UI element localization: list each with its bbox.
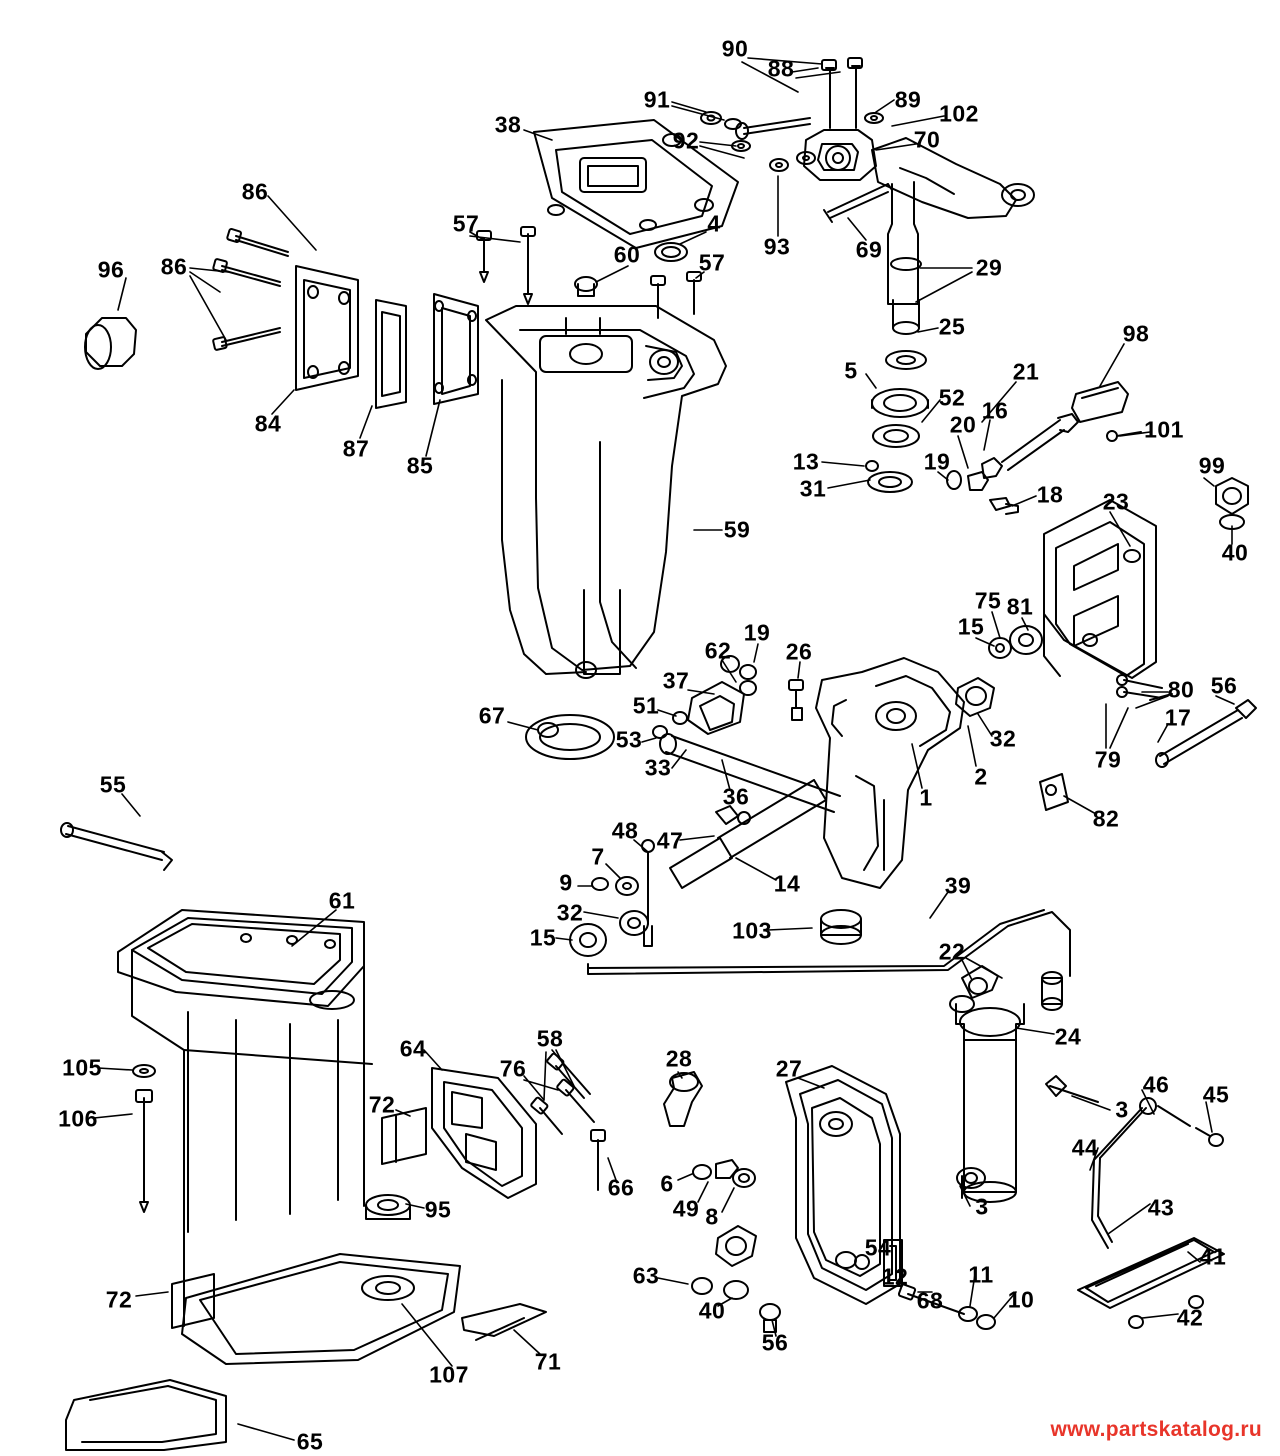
callout-number: 54 [864,1234,892,1261]
callout-number: 91 [643,86,671,113]
callout-number: 72 [105,1286,133,1313]
callout-number: 62 [704,637,732,664]
callout-number: 56 [761,1329,789,1356]
callout-number: 20 [949,411,977,438]
leader-lines [94,55,1234,1440]
callout-number: 23 [1102,488,1130,515]
callout-number: 7 [591,843,605,870]
callout-number: 98 [1122,320,1150,347]
callout-number: 40 [1221,539,1249,566]
callout-number: 1 [919,784,933,811]
callout-number: 60 [613,241,641,268]
lower-housing-assembly [61,823,605,1450]
callout-number: 38 [494,111,522,138]
callout-number: 92 [672,127,700,154]
callout-number: 71 [534,1348,562,1375]
callout-number: 45 [1202,1081,1230,1108]
callout-number: 9 [559,869,573,896]
callout-number: 43 [1147,1194,1175,1221]
callout-number: 59 [723,516,751,543]
callout-number: 95 [424,1196,452,1223]
callout-number: 93 [763,233,791,260]
callout-number: 13 [792,448,820,475]
callout-number: 24 [1054,1023,1082,1050]
callout-number: 66 [607,1174,635,1201]
callout-number: 8 [705,1203,719,1230]
callout-number: 4 [707,210,721,237]
callout-number: 55 [99,771,127,798]
callout-number: 57 [698,249,726,276]
callout-number: 53 [615,726,643,753]
callout-number: 57 [452,210,480,237]
callout-number: 36 [722,783,750,810]
callout-number: 46 [1142,1071,1170,1098]
callout-number: 64 [399,1035,427,1062]
callout-number: 89 [894,86,922,113]
callout-number: 47 [656,827,684,854]
callout-number: 25 [938,313,966,340]
callout-number: 39 [944,872,972,899]
callout-number: 56 [1210,672,1238,699]
callout-number: 84 [254,410,282,437]
callout-number: 11 [968,1261,994,1288]
callout-number: 63 [632,1262,660,1289]
callout-number: 67 [478,702,506,729]
callout-number: 105 [62,1054,102,1081]
callout-number: 41 [1199,1243,1227,1270]
callout-number: 58 [536,1025,564,1052]
callout-number: 90 [721,35,749,62]
callout-number: 3 [975,1193,989,1220]
callout-number: 29 [975,254,1003,281]
callout-number: 22 [938,938,966,965]
callout-number: 14 [773,870,801,897]
callout-number: 87 [342,435,370,462]
callout-number: 32 [989,725,1017,752]
callout-number: 16 [981,397,1009,424]
callout-number: 18 [1036,481,1064,508]
callout-number: 33 [644,754,672,781]
callout-number: 15 [957,613,985,640]
callout-number: 81 [1006,593,1034,620]
callout-number: 86 [160,253,188,280]
callout-number: 42 [1176,1304,1204,1331]
callout-number: 80 [1167,676,1195,703]
callout-number: 88 [767,55,795,82]
callout-number: 6 [660,1170,674,1197]
callout-number: 79 [1094,746,1122,773]
callout-number: 72 [368,1091,396,1118]
callout-number: 102 [939,100,979,127]
callout-number: 49 [672,1195,700,1222]
callout-number: 99 [1198,452,1226,479]
callout-number: 40 [698,1297,726,1324]
callout-number: 15 [529,924,557,951]
callout-number: 5 [844,357,858,384]
callout-number: 44 [1071,1134,1099,1161]
watermark-text: www.partskatalog.ru [1050,1418,1262,1441]
callout-number: 76 [499,1055,527,1082]
callout-number: 107 [429,1361,469,1388]
callout-number: 75 [974,587,1002,614]
callout-number: 52 [938,384,966,411]
callout-number: 12 [881,1263,909,1290]
callout-number: 19 [743,619,771,646]
callout-number: 96 [97,256,125,283]
callout-number: 101 [1144,416,1184,443]
callout-number: 2 [974,763,988,790]
callout-number: 61 [328,887,356,914]
callout-number: 28 [665,1045,693,1072]
callout-number: 48 [611,817,639,844]
callout-number: 26 [785,638,813,665]
callout-number: 37 [662,667,690,694]
callout-number: 103 [732,917,772,944]
callout-number: 21 [1012,358,1040,385]
callout-number: 51 [632,692,660,719]
callout-number: 65 [296,1428,324,1455]
callout-number: 27 [775,1055,803,1082]
callout-number: 68 [916,1287,944,1314]
exhaust-housing-assembly [85,120,738,678]
callout-number: 3 [1115,1096,1129,1123]
callout-number: 31 [799,475,827,502]
callout-number: 19 [923,448,951,475]
callout-number: 32 [556,899,584,926]
callout-number: 85 [406,452,434,479]
callout-number: 86 [241,178,269,205]
callout-number: 106 [58,1105,98,1132]
callout-number: 17 [1164,704,1192,731]
callout-number: 82 [1092,805,1120,832]
callout-number: 70 [913,126,941,153]
callout-number: 10 [1007,1286,1035,1313]
steering-arm-assembly [698,55,1034,334]
callout-number: 69 [855,236,883,263]
